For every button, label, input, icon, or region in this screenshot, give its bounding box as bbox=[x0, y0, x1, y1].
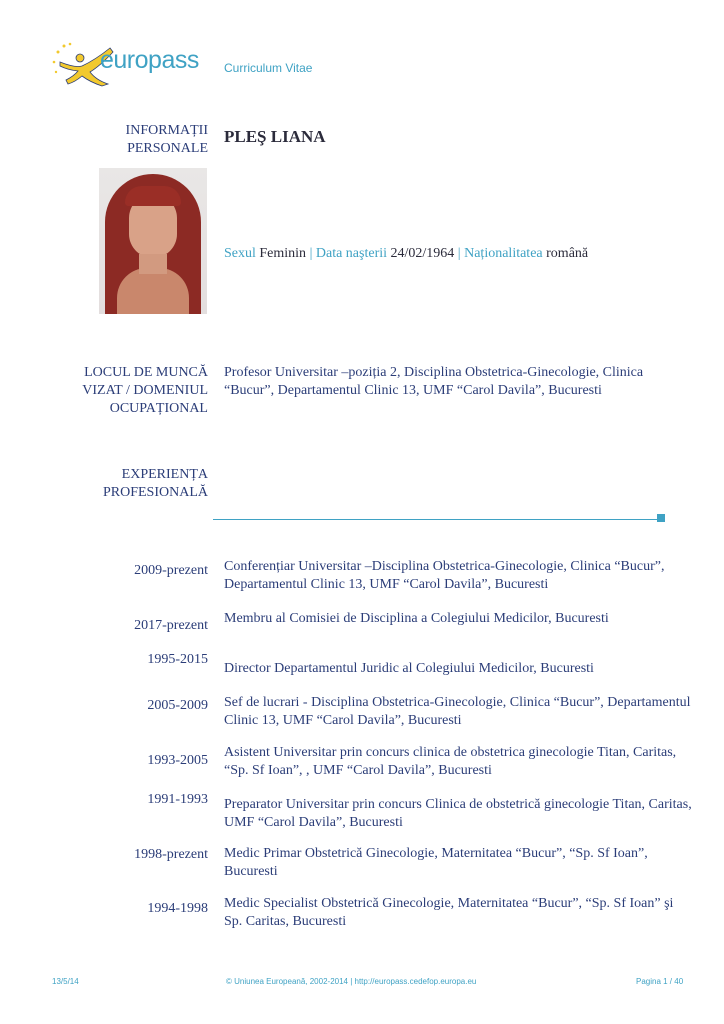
experience-date: 1995-2015 bbox=[147, 652, 208, 667]
label-line: VIZAT / DOMENIUL bbox=[82, 383, 208, 398]
sex-value: Feminin bbox=[259, 246, 307, 261]
document-type: Curriculum Vitae bbox=[224, 61, 313, 75]
separator: | bbox=[309, 246, 313, 261]
experience-description: Sef de lucrari - Disciplina Obstetrica-Ginecologie, Clinica “Bucur”, Departamentul Clinic 13, UMF “Carol Davila”, Bucuresti bbox=[224, 695, 691, 728]
personal-details bbox=[224, 245, 694, 263]
birth-value: 24/02/1964 bbox=[390, 246, 455, 261]
experience-description: Conferențiar Universitar –Disciplina Obstetrica-Ginecologie, Clinica “Bucur”, Departamentul Clinic 13, UMF “Carol Davila”, Bucuresti bbox=[224, 559, 665, 592]
divider-square-icon bbox=[657, 514, 665, 522]
footer-date: 13/5/14 bbox=[52, 977, 79, 986]
label-line: PERSONALE bbox=[127, 141, 208, 156]
section-label-personal bbox=[126, 122, 208, 158]
footer-page-number: Pagina 1 / 40 bbox=[636, 977, 684, 986]
experience-date: 2017-prezent bbox=[134, 618, 208, 633]
experience-description: Director Departamentul Juridic al Colegiului Medicilor, Bucuresti bbox=[224, 661, 594, 676]
sex-label: Sexul bbox=[224, 246, 256, 261]
experience-description: Medic Specialist Obstetrică Ginecologie, Maternitatea “Bucur”, “Sp. Sf Ioan” şi Sp. Caritas, Bucuresti bbox=[224, 896, 674, 929]
experience-description: Membru al Comisiei de Disciplina a Colegiului Medicilor, Bucuresti bbox=[224, 611, 609, 626]
footer-copyright: © Uniunea Europeană, 2002-2014 | http://europass.cedefop.europa.eu bbox=[226, 977, 477, 986]
job-applied-for: Profesor Universitar –poziția 2, Disciplina Obstetrica-Ginecologie, Clinica “Bucur”, Departamentul Clinic 13, UMF “Carol Davila”, Bucuresti bbox=[224, 365, 644, 398]
europass-logo bbox=[50, 40, 210, 90]
europass-wordmark: europass bbox=[100, 46, 199, 74]
label-line: EXPERIENȚA bbox=[121, 467, 208, 482]
experience-date: 2005-2009 bbox=[147, 698, 208, 713]
label-line: PROFESIONALĂ bbox=[102, 485, 208, 500]
label-line: OCUPAȚIONAL bbox=[109, 401, 208, 416]
label-line: LOCUL DE MUNCĂ bbox=[84, 365, 208, 380]
experience-date: 1991-1993 bbox=[147, 792, 208, 807]
nationality-label: Naționalitatea bbox=[464, 246, 543, 261]
label-line: INFORMAȚII bbox=[125, 123, 208, 138]
experience-date: 1998-prezent bbox=[134, 847, 208, 862]
separator: | bbox=[457, 246, 461, 261]
experience-date: 1994-1998 bbox=[147, 901, 208, 916]
experience-description: Medic Primar Obstetrică Ginecologie, Maternitatea “Bucur”, “Sp. Sf Ioan”, Bucuresti bbox=[224, 846, 648, 879]
section-label-experience bbox=[103, 466, 208, 502]
birth-label: Data naşterii bbox=[315, 246, 388, 261]
experience-date: 2009-prezent bbox=[134, 563, 208, 578]
person-name: PLEŞ LIANA bbox=[224, 127, 326, 146]
section-label-job bbox=[82, 364, 208, 418]
experience-description: Asistent Universitar prin concurs clinica de obstetrica ginecologie Titan, Caritas, “Sp. Sf Ioan”, , UMF “Carol Davila”, Bucuresti bbox=[224, 745, 677, 778]
experience-description: Preparator Universitar prin concurs Clinica de obstetrică ginecologie Titan, Caritas, UMF “Carol Davila”, Bucuresti bbox=[224, 797, 692, 830]
profile-photo bbox=[99, 168, 207, 314]
section-divider bbox=[213, 519, 657, 520]
experience-date: 1993-2005 bbox=[147, 753, 208, 768]
nationality-value: română bbox=[546, 246, 589, 261]
